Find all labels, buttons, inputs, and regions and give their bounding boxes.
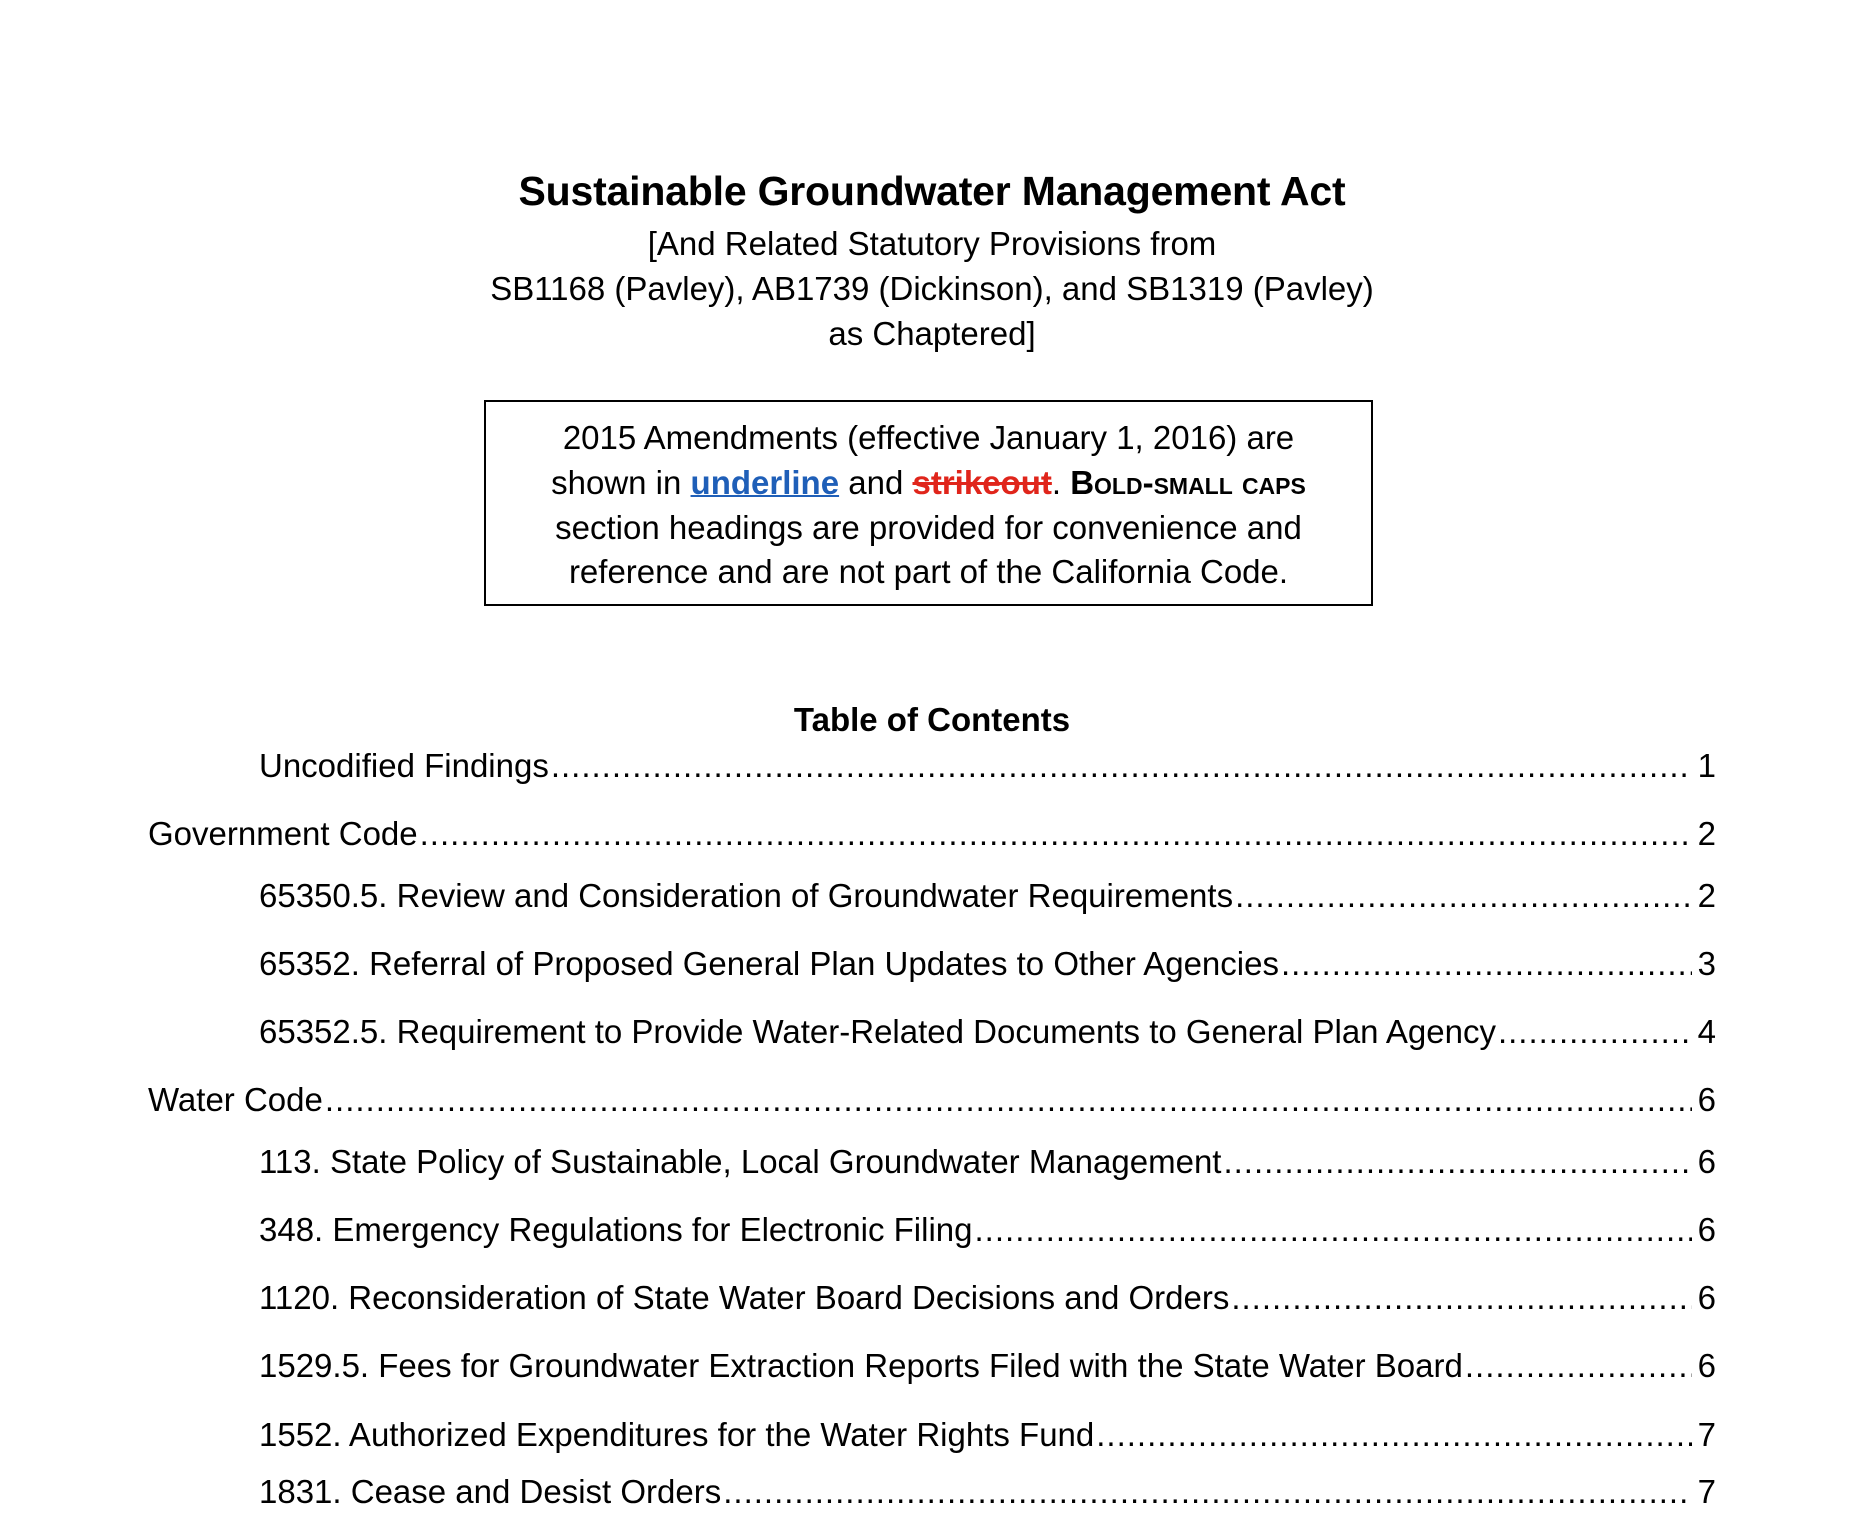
toc-entry-page-number: 7 bbox=[1697, 1473, 1716, 1510]
notice-text: . bbox=[1051, 463, 1071, 501]
toc-entry-page-number: 4 bbox=[1697, 1013, 1716, 1050]
toc-entry[interactable] bbox=[259, 942, 1716, 986]
toc-entry[interactable] bbox=[148, 1078, 1716, 1122]
toc-entry-page-number: 2 bbox=[1697, 815, 1716, 852]
toc-entry[interactable] bbox=[259, 1413, 1716, 1457]
toc-entry[interactable] bbox=[259, 1208, 1716, 1252]
subtitle-line-1: [And Related Statutory Provisions from bbox=[647, 225, 1217, 262]
toc-entry[interactable] bbox=[259, 1140, 1716, 1184]
toc-entry[interactable] bbox=[259, 1276, 1716, 1320]
toc-entry-page-number: 6 bbox=[1697, 1081, 1716, 1118]
toc-entry-label: 65352. Referral of Proposed General Plan Updates to Other Agencies bbox=[259, 945, 1279, 982]
toc-entry[interactable] bbox=[259, 1470, 1716, 1514]
toc-entry-label: 348. Emergency Regulations for Electronic Filing bbox=[259, 1211, 973, 1248]
toc-dot-leader bbox=[1498, 1010, 1692, 1054]
notice-line-4: reference and are not part of the California Code. bbox=[568, 553, 1289, 591]
toc-entry-page-number: 7 bbox=[1697, 1416, 1716, 1453]
toc-entry-label: 1529.5. Fees for Groundwater Extraction Reports Filed with the State Water Board bbox=[259, 1347, 1463, 1384]
toc-entry[interactable] bbox=[259, 874, 1716, 918]
toc-dot-leader bbox=[1465, 1344, 1692, 1388]
toc-entry-page-number: 6 bbox=[1697, 1211, 1716, 1248]
toc-entry-page-number: 6 bbox=[1697, 1279, 1716, 1316]
bold-small-caps-example: Bold-small caps bbox=[1070, 463, 1306, 501]
toc-dot-leader bbox=[1096, 1413, 1692, 1457]
toc-entry-label: 1552. Authorized Expenditures for the Water Rights Fund bbox=[259, 1416, 1095, 1453]
toc-entry-label: 1831. Cease and Desist Orders bbox=[259, 1473, 722, 1510]
toc-dot-leader bbox=[975, 1208, 1692, 1252]
toc-entry-label: Water Code bbox=[148, 1081, 323, 1118]
document-title: Sustainable Groundwater Management Act bbox=[518, 168, 1346, 214]
subtitle-line-2: SB1168 (Pavley), AB1739 (Dickinson), and SB1319 (Pavley) bbox=[490, 270, 1374, 307]
notice-text: shown in bbox=[551, 463, 691, 501]
toc-dot-leader bbox=[723, 1470, 1692, 1514]
toc-entry[interactable] bbox=[148, 812, 1716, 856]
toc-entry[interactable] bbox=[259, 1010, 1716, 1054]
toc-entry-page-number: 6 bbox=[1697, 1143, 1716, 1180]
subtitle-line-3: as Chaptered] bbox=[828, 315, 1036, 352]
toc-entry-label: 113. State Policy of Sustainable, Local Groundwater Management bbox=[259, 1143, 1222, 1180]
toc-entry-label: 65352.5. Requirement to Provide Water-Related Documents to General Plan Agency bbox=[259, 1013, 1496, 1050]
toc-entry-label: 1120. Reconsideration of State Water Board Decisions and Orders bbox=[259, 1279, 1230, 1316]
underline-example: underline bbox=[690, 463, 840, 501]
toc-entry-page-number: 1 bbox=[1697, 747, 1716, 784]
notice-line-1: 2015 Amendments (effective January 1, 2016) are bbox=[562, 419, 1295, 456]
toc-entry-page-number: 2 bbox=[1697, 877, 1716, 914]
toc-dot-leader bbox=[1231, 1276, 1692, 1320]
toc-dot-leader bbox=[551, 744, 1692, 788]
toc-entry-page-number: 6 bbox=[1697, 1347, 1716, 1384]
toc-heading: Table of Contents bbox=[793, 701, 1071, 738]
toc-entry-label: Government Code bbox=[148, 815, 418, 852]
toc-dot-leader bbox=[1281, 942, 1692, 986]
strikeout-example: strikeout bbox=[912, 463, 1052, 501]
toc-dot-leader bbox=[325, 1078, 1692, 1122]
notice-text: and bbox=[839, 463, 913, 501]
toc-dot-leader bbox=[1235, 874, 1692, 918]
toc-entry-page-number: 3 bbox=[1697, 945, 1716, 982]
toc-dot-leader bbox=[1223, 1140, 1692, 1184]
toc-entry[interactable] bbox=[259, 1344, 1716, 1388]
toc-entry[interactable] bbox=[259, 744, 1716, 788]
toc-dot-leader bbox=[420, 812, 1692, 856]
toc-entry-label: Uncodified Findings bbox=[259, 747, 549, 784]
notice-line-3: section headings are provided for convenience and bbox=[555, 508, 1302, 546]
toc-entry-label: 65350.5. Review and Consideration of Groundwater Requirements bbox=[259, 877, 1234, 914]
